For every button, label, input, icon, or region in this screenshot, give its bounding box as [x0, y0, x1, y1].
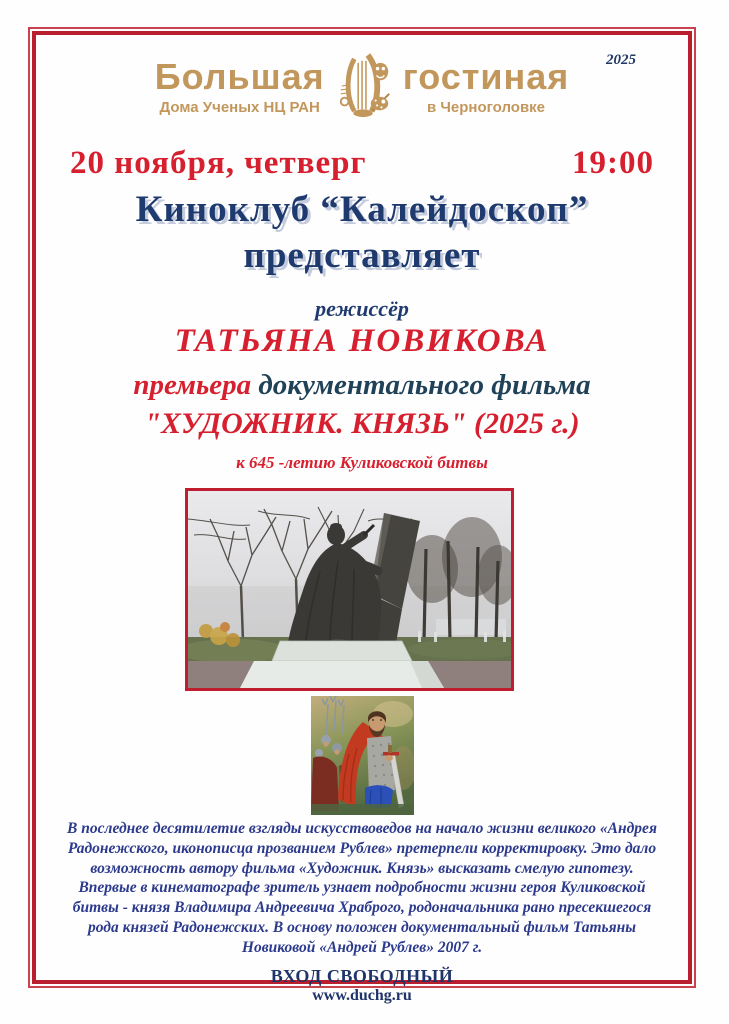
logo-right-block — [403, 57, 570, 117]
logo-title-left: Большая — [154, 56, 325, 97]
logo-subtitle-left: Дома Ученых НЦ РАН — [159, 99, 320, 116]
film-title: "ХУДОЖНИК. КНЯЗЬ" (2025 г.) — [144, 407, 580, 440]
film-description: В последнее десятилетие взгляды искусствоведов на начало жизни великого «Андрея Радонежского, иконописца прозванием Рублев» претерпели корректировку. Это дало возможность автору фильма «Художник. Князь» высказать смелую гипотезу. Впервые в кинематографе зритель узнает подробности жизни героя Куликовской битвы - князя Владимира Андреевича Храброго, родоначальника рано пресекшегося рода князей Радонежских. В основу положен документальный фильм Татьяны Новиковой «Андрей Рублев» 2007 г. — [67, 820, 657, 956]
premiere-line — [36, 366, 688, 404]
logo-left-block — [155, 57, 325, 117]
outer-red-frame — [28, 27, 696, 1004]
year-badge: 2025 — [606, 52, 636, 68]
website-link[interactable]: www.duchg.ru — [312, 986, 412, 1004]
presenter-line: Киноклуб “Калейдоскоп” представляет — [135, 189, 589, 276]
premiere-word: премьера — [133, 369, 252, 401]
poster-content — [36, 35, 688, 1004]
logo-subtitle-right: в Черноголовке — [426, 99, 546, 116]
director-label: режиссёр — [315, 296, 409, 321]
lyre-mask-palette-icon — [333, 53, 395, 123]
statue-photo — [185, 488, 514, 691]
premiere-rest: документального фильма — [258, 369, 591, 401]
icon-painting-image — [311, 696, 414, 815]
logo-title-right: гостиная — [402, 56, 570, 97]
inner-red-frame — [32, 31, 692, 1004]
dedication-line: к 645 -летию Куликовской битвы — [236, 453, 488, 472]
director-name: ТАТЬЯНА НОВИКОВА — [174, 323, 550, 359]
free-entry-line: ВХОД СВОБОДНЫЙ — [270, 965, 454, 986]
venue-logo — [36, 57, 688, 123]
event-time: 19:00 — [572, 145, 654, 181]
event-date: 20 ноября, четверг — [70, 145, 367, 181]
date-time-row — [36, 143, 688, 183]
